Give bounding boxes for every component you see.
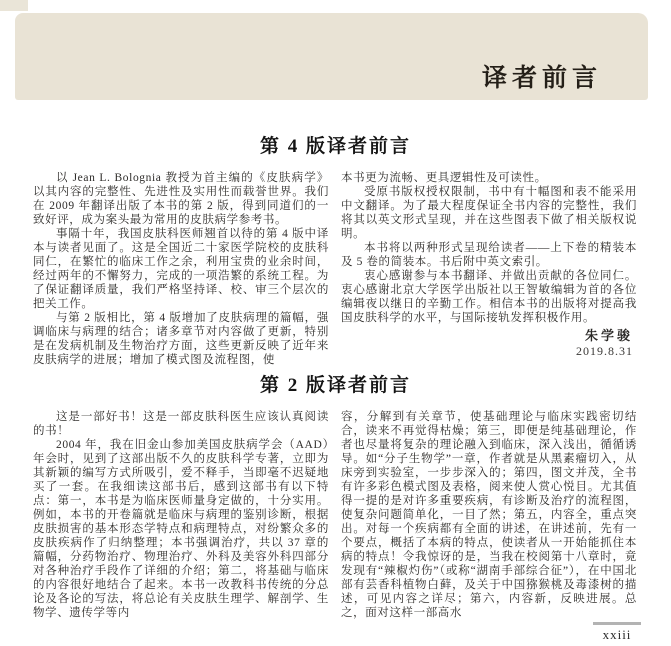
paragraph: 本书将以两种形式呈现给读者——上下卷的精装本及 5 卷的简装本。书后附中英文索引。 (341, 241, 637, 268)
column-text (33, 410, 329, 620)
page-footer (593, 622, 641, 642)
right-column (341, 171, 637, 367)
left-column (33, 171, 329, 367)
section-preface-2nd-edition (33, 375, 638, 620)
column-text (341, 410, 637, 620)
page-content (33, 100, 638, 620)
section-heading-2nd: 第 2 版译者前言 (259, 374, 411, 396)
paragraph: 容，分解到有关章节，使基础理论与临床实践密切结合，读来不再觉得枯燥；第三，即便是纯基础理论，作者也尽量将复杂的理论融入到临床，深入浅出，循循诱导。如“分子生物学”一章，作者就是从黑素瘤切入，从床旁到实验室，一步步深入的；第四，图文并茂，全书有许多彩色模式图及表格，阅来使人赏心悦目。尤其值得一提的是对许多重要疾病，有诊断及治疗的流程图，使复杂问题简单化，一目了然；第五，内容全，重点突出。对每一个疾病都有全面的讲述，在讲述前，先有一个要点，概括了本病的特点，使读者从一开始能抓住本病的特点！令我惊讶的是，当我在校阅第十八章时，竟发现有“辣椒灼伤”（或称“湖南手部综合征”），在中国北部有芸香科植物白藓，及关于中国猕猴桃及毒漆树的描述，可见内容之详尽；第六，内容新，反映进展。总之，面对这样一部高水 (341, 410, 637, 619)
section-heading-4th: 第 4 版译者前言 (259, 136, 411, 157)
paragraph: 这是一部好书！这是一部皮肤科医生应该认真阅读的书！ (33, 410, 329, 437)
page-number: xxiii (602, 626, 632, 642)
two-column-layout (33, 171, 638, 367)
paragraph: 2004 年，我在旧金山参加美国皮肤病学会（AAD）年会时，见到了这部出版不久的皮肤科学专著，立即为其新颖的编写方式所吸引，爱不释手，当即毫不迟疑地买了一套。在我细读这部书后，感到这部书有以下特点：第一，本书是为临床医师量身定做的，十分实用。例如，本书的开卷篇就是临床与病理的鉴别诊断，根据皮肤损害的基本形态学特点和病理特点，对纷繁众多的皮肤疾病作了归纳整理；本书强调治疗，共以 37 章的篇幅，分药物治疗、物理治疗、外科及美容外科四部分对各种治疗手段作了详细的介绍；第二，将基础与临床的内容很好地结合了起来。本书一改教科书传统的分总论及各论的写法，将总论有关皮肤生理学、解剖学、生物学、遗传学等内 (33, 438, 329, 619)
section-preface-4th-edition (33, 136, 638, 367)
left-column (33, 410, 329, 620)
chapter-title: 译者前言 (481, 65, 602, 92)
two-column-layout (33, 410, 638, 620)
column-text (33, 171, 329, 367)
translator-name: 朱学骏 (584, 327, 633, 343)
paragraph: 事隔十年，我国皮肤科医师翘首以待的第 4 版中译本与读者见面了。这是全国近二十家医学院校的皮肤科同仁，在繁忙的临床工作之余，利用宝贵的业余时间，经过两年的不懈努力，完成的一项浩繁的系统工程。为了保证翻译质量，我们严格坚持译、校、审三个层次的把关工作。 (33, 227, 329, 310)
paragraph: 受原书版权授权限制，书中有十幅图和表不能采用中文翻译。为了最大程度保证全书内容的完整性，我们将其以英文形式呈现，并在这些图表下做了相关版权说明。 (341, 185, 637, 240)
paragraph: 本书更为流畅、更具逻辑性及可读性。 (341, 171, 547, 184)
corner-decoration (0, 0, 28, 11)
signature-block (341, 329, 637, 358)
chapter-header-band (15, 13, 648, 100)
paragraph: 衷心感谢参与本书翻译、并做出贡献的各位同仁。衷心感谢北京大学医学出版社以王智敏编辑为首的各位编辑夜以继日的辛勤工作。相信本书的出版将对提高我国皮肤科学的水平，与国际接轨发挥积极作用。 (341, 269, 637, 324)
right-column (341, 410, 637, 620)
paragraph: 以 Jean L. Bolognia 教授为首主编的《皮肤病学》以其内容的完整性、先进性及实用性而载誉世界。我们在 2009 年翻译出版了本书的第 2 版，得到同道们的一致好评，成为案头最为常用的皮肤病学参考书。 (33, 171, 329, 226)
preface-date: 2019.8.31 (576, 343, 633, 358)
column-text (341, 171, 637, 325)
paragraph: 与第 2 版相比，第 4 版增加了皮肤病理的篇幅，强调临床与病理的结合；诸多章节对内容做了更新，特别是在发病机制及生物治疗方面，这些更新反映了近年来皮肤病学的进展；增加了模式图及流程图，使 (33, 311, 329, 366)
footer-rule (593, 622, 641, 625)
